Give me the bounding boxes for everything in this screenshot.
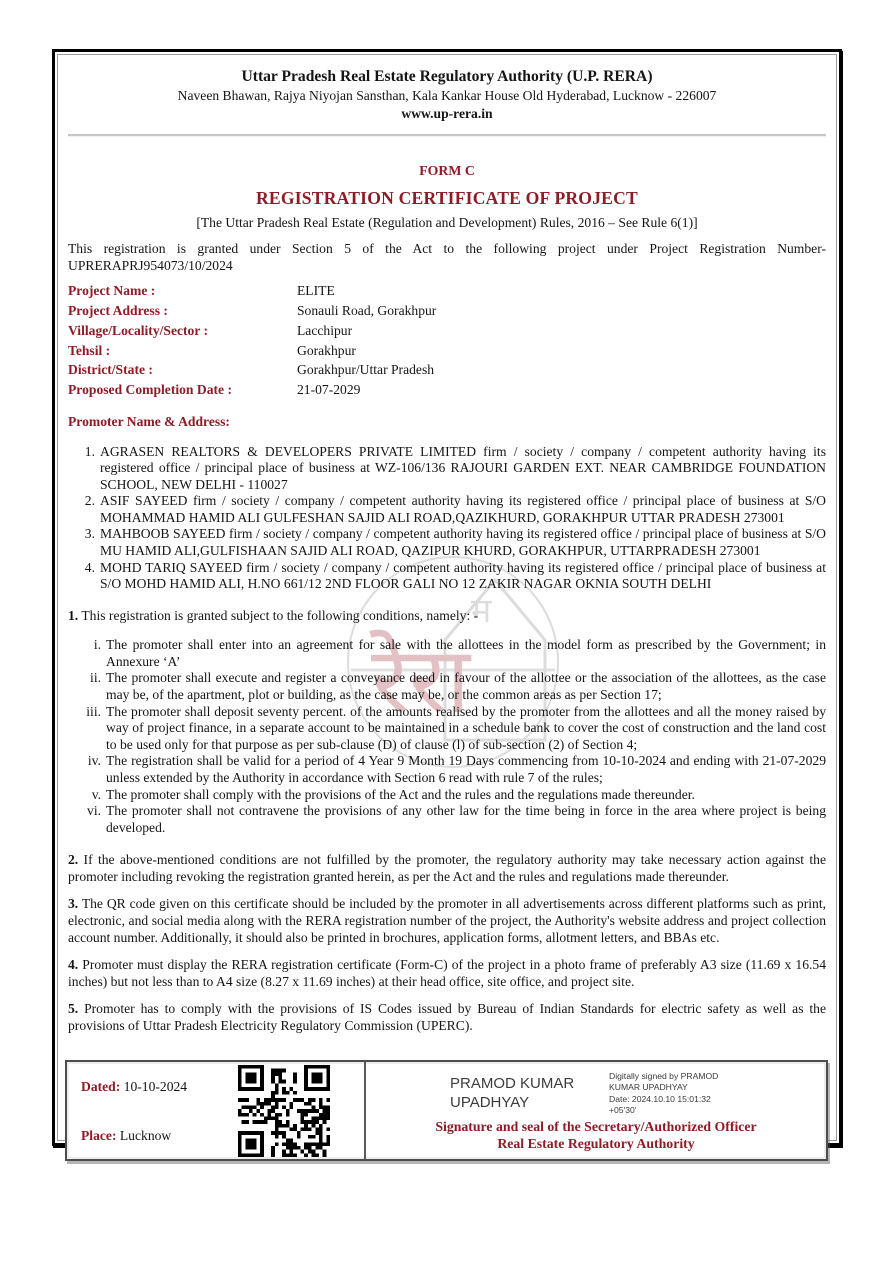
- field-value: Sonauli Road, Gorakhpur: [297, 302, 437, 318]
- conditions-intro-number: 1.: [68, 607, 79, 623]
- dated-label: Dated:: [81, 1079, 121, 1095]
- field-label: District/State :: [68, 362, 153, 378]
- condition-text: The promoter shall comply with the provisions of the Act and the rules and the regulations made thereunder.: [106, 786, 695, 802]
- clause-text: If the above-mentioned conditions are not fulfilled by the promoter, the regulatory authority may take necessary action against the promoter including revoking the registration granted herein, as per the Act and the rules and regulations made thereunder.: [68, 852, 826, 884]
- signature-detail-line: Date: 2024.10.10 15:01:32: [609, 1093, 711, 1104]
- field-label: Project Name :: [68, 283, 156, 299]
- signer-name: PRAMOD KUMAR UPADHYAY: [450, 1074, 575, 1111]
- condition-item: [68, 803, 826, 836]
- signature-box-right-cell: [366, 1062, 826, 1159]
- promoter-item: [68, 444, 826, 494]
- condition-text: The promoter shall not contravene the provisions of any other law for the time being in force in the area where project is being developed.: [106, 803, 826, 835]
- condition-text: The registration shall be valid for a period of 4 Year 9 Month 19 Days commencing from 10-10-2024 and ending with 21-07-2029 unless extended by the Authority in accordance with Section 6 read with rule 7 of the rules;: [106, 753, 826, 785]
- signature-box: [65, 1060, 828, 1161]
- condition-number: iv.: [87, 753, 101, 769]
- promoter-list: [68, 444, 826, 593]
- field-value: ELITE: [297, 283, 335, 299]
- form-label: FORM C: [419, 163, 475, 179]
- field-project-name: [68, 281, 826, 301]
- authority-website: www.up-rera.in: [401, 105, 493, 121]
- conditions-intro: [68, 608, 826, 625]
- authority-address: Naveen Bhawan, Rajya Niyojan Sansthan, Kala Kankar House Old Hyderabad, Lucknow - 226007: [177, 88, 717, 104]
- condition-text: The promoter shall enter into an agreement for sale with the allottees in the model form as prescribed by the Government; in Annexure ‘A’: [106, 637, 826, 669]
- svg-text:म: म: [471, 593, 492, 630]
- promoter-item: [68, 526, 826, 559]
- promoter-text: MAHBOOB SAYEED firm / society / company / competent authority having its registered office / principal place of business at S/O MU HAMID ALI,GULFISHAAN SAJID ALI ROAD, QAZIPUR KHURD, GORAKHPUR, UTTARPRADESH 273001: [100, 526, 826, 559]
- signature-caption-line1: Signature and seal of the Secretary/Authorized Officer: [435, 1118, 757, 1134]
- promoter-item: [68, 493, 826, 526]
- clause-text: Promoter has to comply with the provisions of IS Codes issued by Bureau of Indian Standards for electric safety as well as the provisions of Uttar Pradesh Electricity Regulatory Commission (UPERC).: [68, 1001, 826, 1033]
- place-row: [81, 1128, 238, 1145]
- promoter-number: 3.: [84, 526, 95, 542]
- promoter-number: 2.: [84, 493, 95, 509]
- registration-intro: This registration is granted under Section 5 of the Act to the following project under Project Registration Number-UPRERAPRJ954073/10/2024: [68, 241, 826, 273]
- condition-number: i.: [93, 637, 101, 653]
- promoter-item: [68, 560, 826, 593]
- field-proposed-completion-date: [68, 380, 826, 400]
- rules-reference: [The Uttar Pradesh Real Estate (Regulation and Development) Rules, 2016 – See Rule 6(1)]: [196, 215, 698, 231]
- clause-5: [68, 1001, 826, 1034]
- promoter-text: MOHD TARIQ SAYEED firm / society / company / competent authority having its registered office / principal place of business at S/O MOHD HAMID ALI, H.NO 661/12 2ND FLOOR GALI NO 12 ZAKIR NAGAR OKNIA SOUTH DELHI: [100, 559, 826, 592]
- condition-number: iii.: [86, 703, 101, 719]
- field-tehsil: [68, 341, 826, 361]
- signature-detail-line: KUMAR UPADHYAY: [609, 1082, 688, 1093]
- clause-number: 4.: [68, 957, 79, 973]
- condition-item: [68, 637, 826, 670]
- condition-number: v.: [91, 786, 101, 802]
- clause-number: 2.: [68, 852, 79, 868]
- field-village-locality-sector: [68, 321, 826, 341]
- signature-caption-line2: Real Estate Regulatory Authority: [497, 1135, 695, 1151]
- clause-2: [68, 852, 826, 885]
- clause-3: [68, 896, 826, 946]
- field-label: Village/Locality/Sector :: [68, 322, 209, 338]
- field-value: Gorakhpur/Uttar Pradesh: [297, 362, 435, 378]
- field-project-address: [68, 301, 826, 321]
- condition-text: The promoter shall deposit seventy percent. of the amounts realised by the promoter from the allottees and all the money raised by way of project finance, in a separate account to be maintained in a schedule bank to cover the cost of construction and the land cost to be used only for that purpose as per sub-clause (D) of clause (l) of sub-section (2) of Section 4;: [106, 703, 826, 752]
- conditions-list: [68, 637, 826, 836]
- promoter-section-heading: Promoter Name & Address:: [68, 413, 230, 429]
- field-label: Tehsil :: [68, 342, 111, 358]
- field-value: 21-07-2029: [297, 382, 361, 398]
- digital-signature-details: [609, 1071, 718, 1116]
- promoter-number: 4.: [84, 559, 95, 575]
- condition-item: [68, 704, 826, 754]
- authority-name: Uttar Pradesh Real Estate Regulatory Authority (U.P. RERA): [241, 68, 653, 85]
- watermark-text: रेरा: [371, 630, 471, 732]
- date-place-labels: [67, 1062, 238, 1159]
- digital-signature-block: [450, 1071, 718, 1116]
- page-title: REGISTRATION CERTIFICATE OF PROJECT: [256, 188, 638, 208]
- condition-item: [68, 787, 826, 804]
- project-fields: [68, 281, 826, 400]
- field-value: Lacchipur: [297, 322, 353, 338]
- dated-value: 10-10-2024: [120, 1079, 188, 1095]
- field-label: Project Address :: [68, 302, 168, 318]
- clause-text: Promoter must display the RERA registration certificate (Form-C) of the project in a photo frame of preferably A3 size (11.69 x 16.54 inches) but not less than to A4 size (8.27 x 11.69 inches) at their head office, site office, and project site.: [68, 957, 826, 989]
- promoter-text: ASIF SAYEED firm / society / company / competent authority having its registered office / principal place of business at S/O MOHAMMAD HAMID ALI GULFESHAN SAJID ALI ROAD,QAZIKHURD, GORAKHPUR UTTAR PRADESH 273001: [100, 493, 826, 525]
- place-label: Place:: [81, 1127, 117, 1143]
- dated-row: [81, 1079, 238, 1096]
- condition-number: ii.: [90, 670, 101, 686]
- certificate-content: [55, 52, 839, 1151]
- qr-code: [238, 1065, 330, 1157]
- certificate-page: [52, 49, 842, 1151]
- promoter-number: 1.: [84, 443, 95, 459]
- clause-number: 5.: [68, 1001, 79, 1017]
- condition-number: vi.: [87, 803, 101, 819]
- condition-item: [68, 753, 826, 786]
- condition-item: [68, 670, 826, 703]
- field-label: Proposed Completion Date :: [68, 382, 232, 398]
- signature-detail-line: Digitally signed by PRAMOD: [609, 1071, 719, 1082]
- field-district-state: [68, 360, 826, 380]
- signature-detail-line: +05'30': [609, 1104, 637, 1115]
- header-divider: [68, 134, 826, 137]
- clause-4: [68, 957, 826, 990]
- field-value: Gorakhpur: [297, 342, 356, 358]
- conditions-intro-text: This registration is granted subject to the following conditions, namely: -: [78, 607, 479, 623]
- signature-box-left-cell: [67, 1062, 366, 1159]
- promoter-text: AGRASEN REALTORS & DEVELOPERS PRIVATE LIMITED firm / society / company / competent authority having its registered office / principal place of business at WZ-106/136 RAJOURI GARDEN EXT. NEAR CAMBRIDGE FOUNDATION SCHOOL, NEW DELHI - 110027: [100, 443, 826, 492]
- place-value: Lucknow: [116, 1127, 172, 1143]
- clause-number: 3.: [68, 896, 79, 912]
- condition-text: The promoter shall execute and register a conveyance deed in favour of the allottee or the association of the allottees, as the case may be, of the apartment, plot or building, as the case may be, or the common areas as per Section 17;: [106, 670, 826, 703]
- clause-text: The QR code given on this certificate should be included by the promoter in all advertisements across different platforms such as print, electronic, and social media along with the RERA registration number of the project, the Authority's website address and project collection account number. Additionally, it should also be printed in brochures, application forms, allotment letters, and BBAs etc.: [68, 896, 826, 945]
